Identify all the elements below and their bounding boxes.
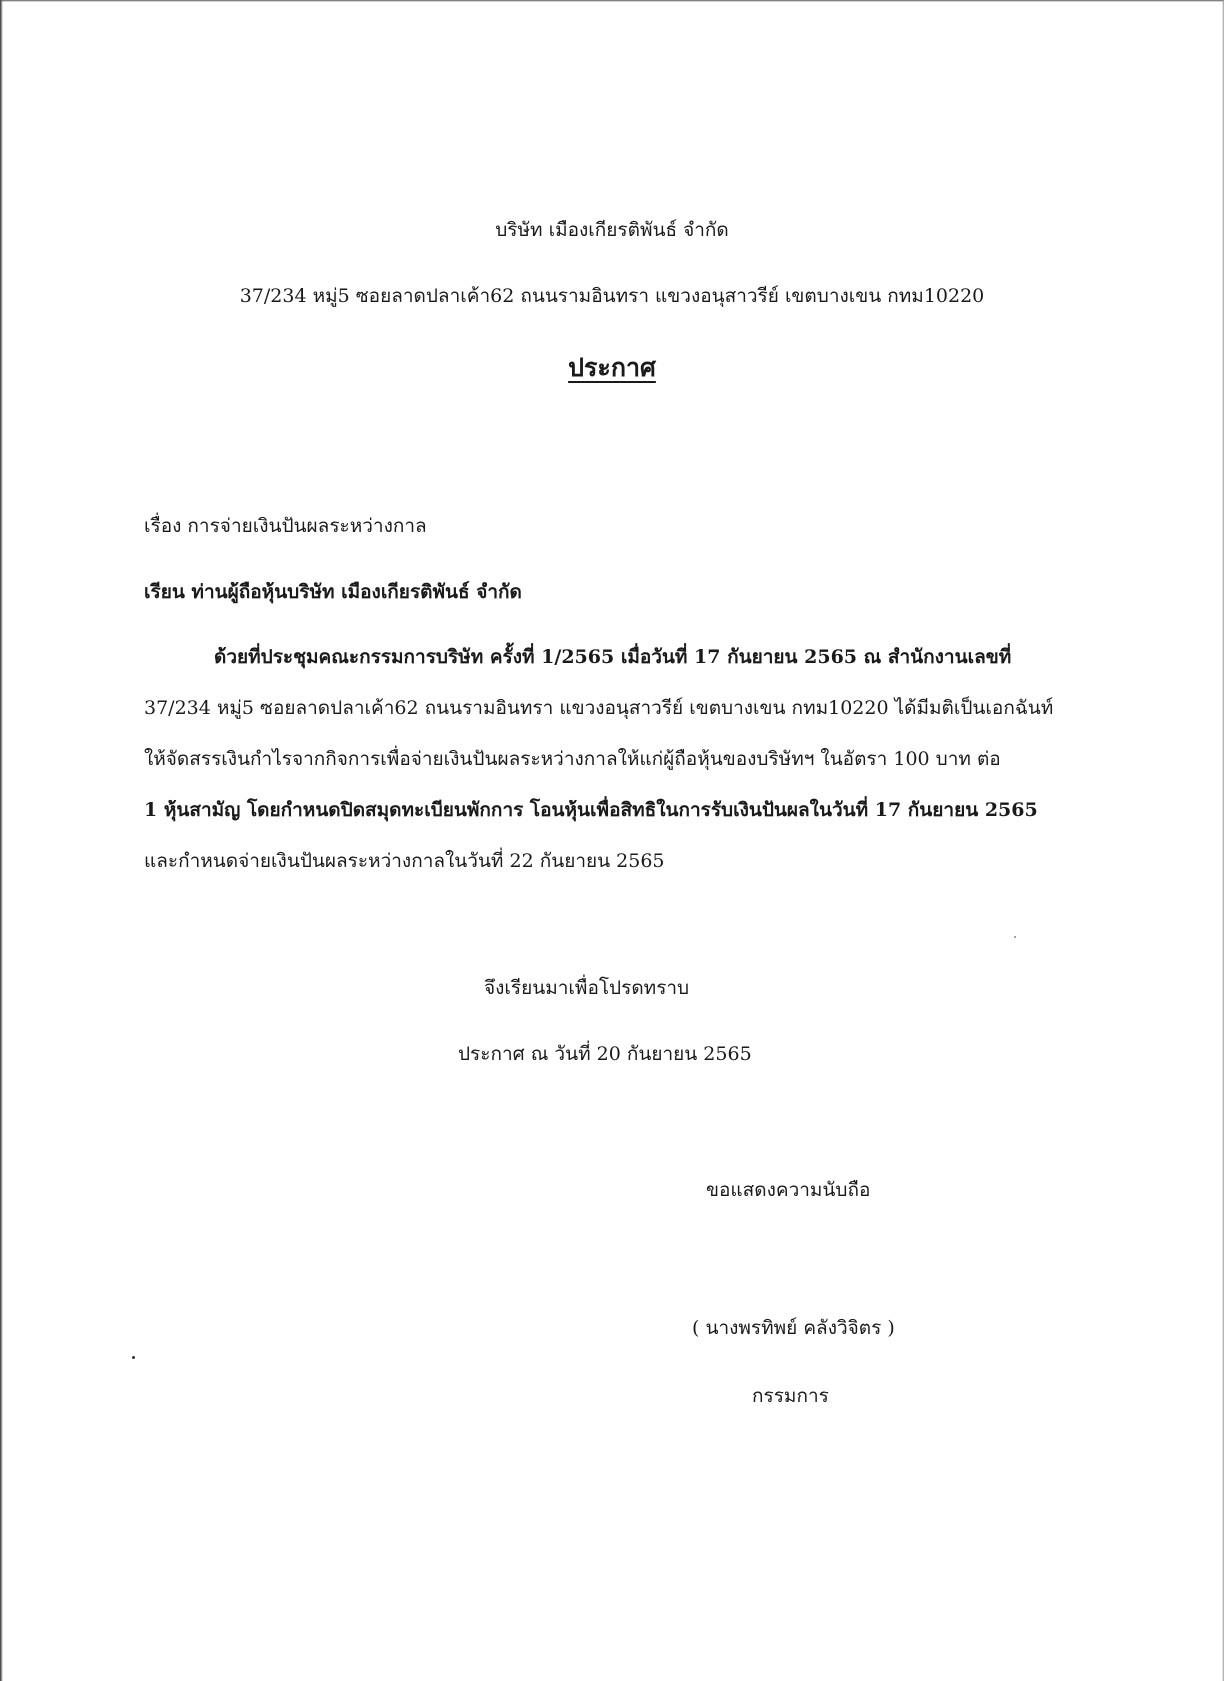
body-line: 37/234 หมู่5 ซอยลาดปลาเค้า62 ถนนรามอินทรา แขวงอนุสาวรีย์ เขตบางเขน กทม10220 ได้มีมติเป็นเอกฉันท์ <box>144 697 1054 719</box>
scan-edge <box>0 0 3 1681</box>
page-title: ประกาศ <box>568 353 656 382</box>
closing-regards: ขอแสดงความนับถือ <box>706 1179 871 1201</box>
body-line: ด้วยที่ประชุมคณะกรรมการบริษัท ครั้งที่ 1/2565 เมื่อวันที่ 17 กันยายน 2565 ณ สำนักงานเลขที่ <box>214 646 1012 668</box>
body-paragraph <box>144 632 1059 887</box>
company-address: 37/234 หมู่5 ซอยลาดปลาเค้า62 ถนนรามอินทรา แขวงอนุสาวรีย์ เขตบางเขน กทม10220 <box>239 285 985 307</box>
signer-position: กรรมการ <box>752 1385 829 1407</box>
scan-edge <box>0 0 1224 2</box>
scan-speck <box>132 1356 135 1359</box>
body-line: ให้จัดสรรเงินกำไรจากกิจการเพื่อจ่ายเงินปันผลระหว่างกาลให้แก่ผู้ถือหุ้นของบริษัทฯ ในอัตรา 100 บาท ต่อ <box>144 748 1001 770</box>
subject-line: เรื่อง การจ่ายเงินปันผลระหว่างกาล <box>144 515 427 537</box>
announcement-date: ประกาศ ณ วันที่ 20 กันยายน 2565 <box>458 1043 752 1065</box>
addressee-line: เรียน ท่านผู้ถือหุ้นบริษัท เมืองเกียรติพันธ์ จำกัด <box>144 581 522 603</box>
company-name: บริษัท เมืองเกียรติพันธ์ จำกัด <box>495 219 729 241</box>
body-line: และกำหนดจ่ายเงินปันผลระหว่างกาลในวันที่ 22 กันยายน 2565 <box>144 850 665 872</box>
closing-inform: จึงเรียนมาเพื่อโปรดทราบ <box>484 977 690 999</box>
scan-speck <box>1014 936 1016 938</box>
body-line: 1 หุ้นสามัญ โดยกำหนดปิดสมุดทะเบียนพักการ โอนหุ้นเพื่อสิทธิในการรับเงินปันผลในวันที่ 17 กันยายน 2565 <box>144 799 1038 821</box>
signer-name: ( นางพรทิพย์ คลังวิจิตร ) <box>692 1317 895 1339</box>
